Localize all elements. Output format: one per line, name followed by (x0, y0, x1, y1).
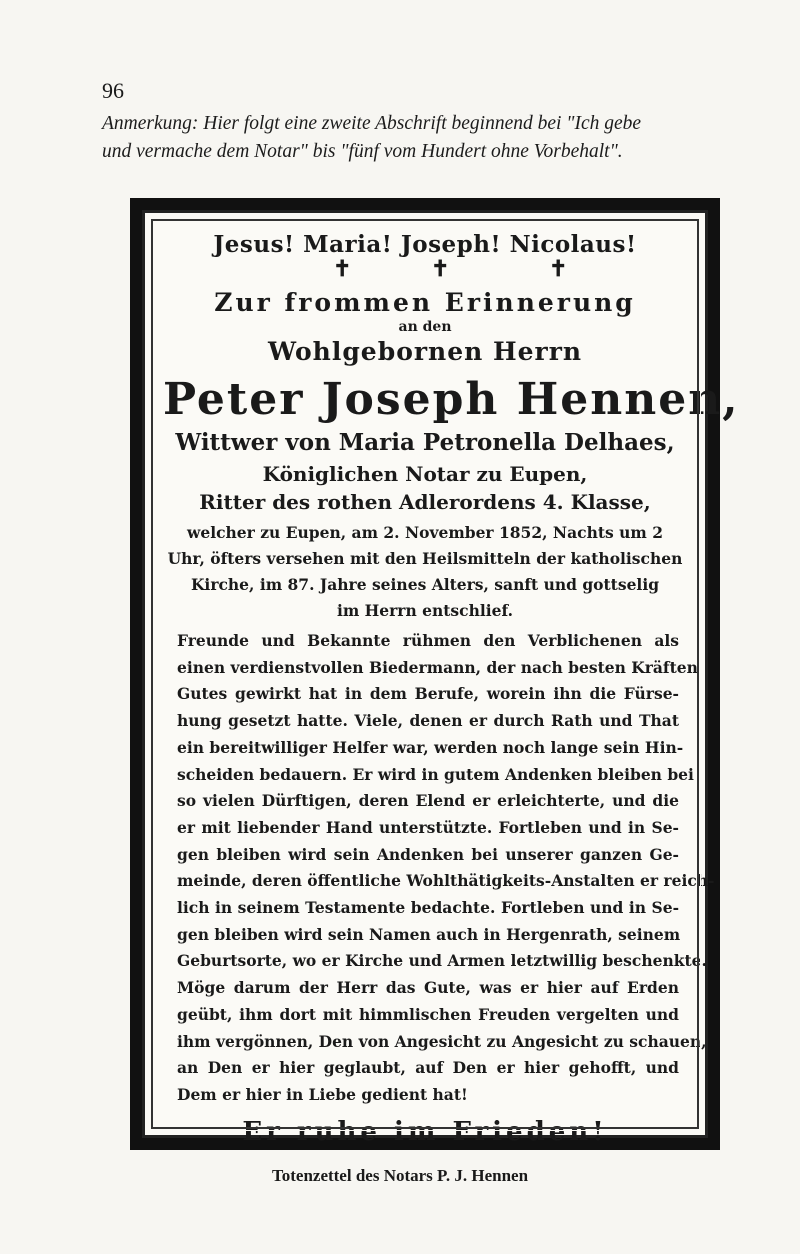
eulogy-line: hung gesetzt hatte. Viele, denen er durch Rath und That (177, 711, 679, 731)
note-line: Anmerkung: Hier folgt eine zweite Abschrift beginnend bei "Ich gebe (102, 113, 642, 134)
eulogy-line: Möge darum der Herr das Gute, was er hier auf Erden (177, 978, 679, 998)
death-notice-inner (142, 210, 740, 1147)
eulogy-line: Dem er hier in Liebe gedient hat! (177, 1084, 468, 1104)
memorial-heading: Zur frommen Erinnerung (214, 288, 636, 317)
eulogy-line: Geburtsorte, wo er Kirche und Armen letztwillig beschenkte. (177, 951, 707, 971)
eulogy-line: Gutes gewirkt hat in dem Berufe, worein ihn die Fürse- (177, 684, 679, 704)
eulogy-line: geübt, ihm dort mit himmlischen Freuden vergelten und (177, 1004, 679, 1024)
eulogy-line: Freunde und Bekannte rühmen den Verblichenen als (177, 631, 679, 650)
death-line: welcher zu Eupen, am 2. November 1852, Nachts um 2 (187, 523, 663, 542)
death-line: Uhr, öfters versehen mit den Heilsmitteln der katholischen (167, 549, 683, 568)
invocation: Jesus! Maria! Joseph! Nicolaus! (213, 231, 637, 258)
eulogy-line: scheiden bedauern. Er wird in gutem Andenken bleiben bei (177, 764, 694, 784)
cross-icon: ✝ (549, 256, 568, 282)
deceased-name: Peter Joseph Hennen, (163, 374, 740, 425)
death-notice-card (130, 198, 740, 1150)
cross-icon: ✝ (431, 256, 450, 282)
figure-caption: Totenzettel des Notars P. J. Hennen (271, 1166, 529, 1185)
order-title: Ritter des rothen Adlerordens 4. Klasse, (199, 490, 651, 514)
page-number: 96 (102, 78, 124, 103)
death-statement (163, 520, 687, 624)
notary-title: Königlichen Notar zu Eupen, (262, 462, 588, 486)
death-line: Kirche, im 87. Jahre seines Alters, sanft und gottselig (190, 575, 660, 594)
eulogy-line: ein bereitwilliger Helfer war, werden noch lange sein Hin- (177, 737, 684, 757)
honorific: Wohlgebornen Herrn (267, 337, 583, 366)
eulogy-line: lich in seinem Testamente bedachte. Fortleben und in Se- (177, 898, 679, 918)
eulogy-line: einen verdienstvollen Biedermann, der nach besten Kräften (177, 657, 698, 677)
note-line: und vermache dem Notar" bis "fünf vom Hundert ohne Vorbehalt". (102, 141, 623, 162)
eulogy-line: meinde, deren öffentliche Wohlthätigkeits-Anstalten er reich- (177, 871, 715, 891)
death-line: im Herrn entschlief. (336, 601, 514, 620)
dedication-preposition: an den (398, 319, 452, 335)
crosses-row (163, 256, 687, 282)
rest-in-peace: Er ruhe im Frieden! (242, 1116, 608, 1147)
cross-icon: ✝ (333, 256, 352, 282)
eulogy-line: an Den er hier geglaubt, auf Den er hier gehofft, und (177, 1058, 679, 1078)
eulogy-line: gen bleiben wird sein Namen auch in Hergenrath, seinem (177, 924, 681, 944)
widower-line: Wittwer von Maria Petronella Delhaes, (175, 429, 675, 456)
eulogy-line: so vielen Dürftigen, deren Elend er erleichterte, und die (177, 791, 679, 811)
eulogy-text (163, 628, 715, 1109)
eulogy-line: er mit liebender Hand unterstützte. Fortleben und in Se- (177, 817, 679, 837)
eulogy-line: gen bleiben wird sein Andenken bei unserer ganzen Ge- (177, 844, 679, 864)
eulogy-line: ihm vergönnen, Den von Angesicht zu Angesicht zu schauen, (177, 1031, 707, 1051)
annotation-note (102, 110, 762, 166)
